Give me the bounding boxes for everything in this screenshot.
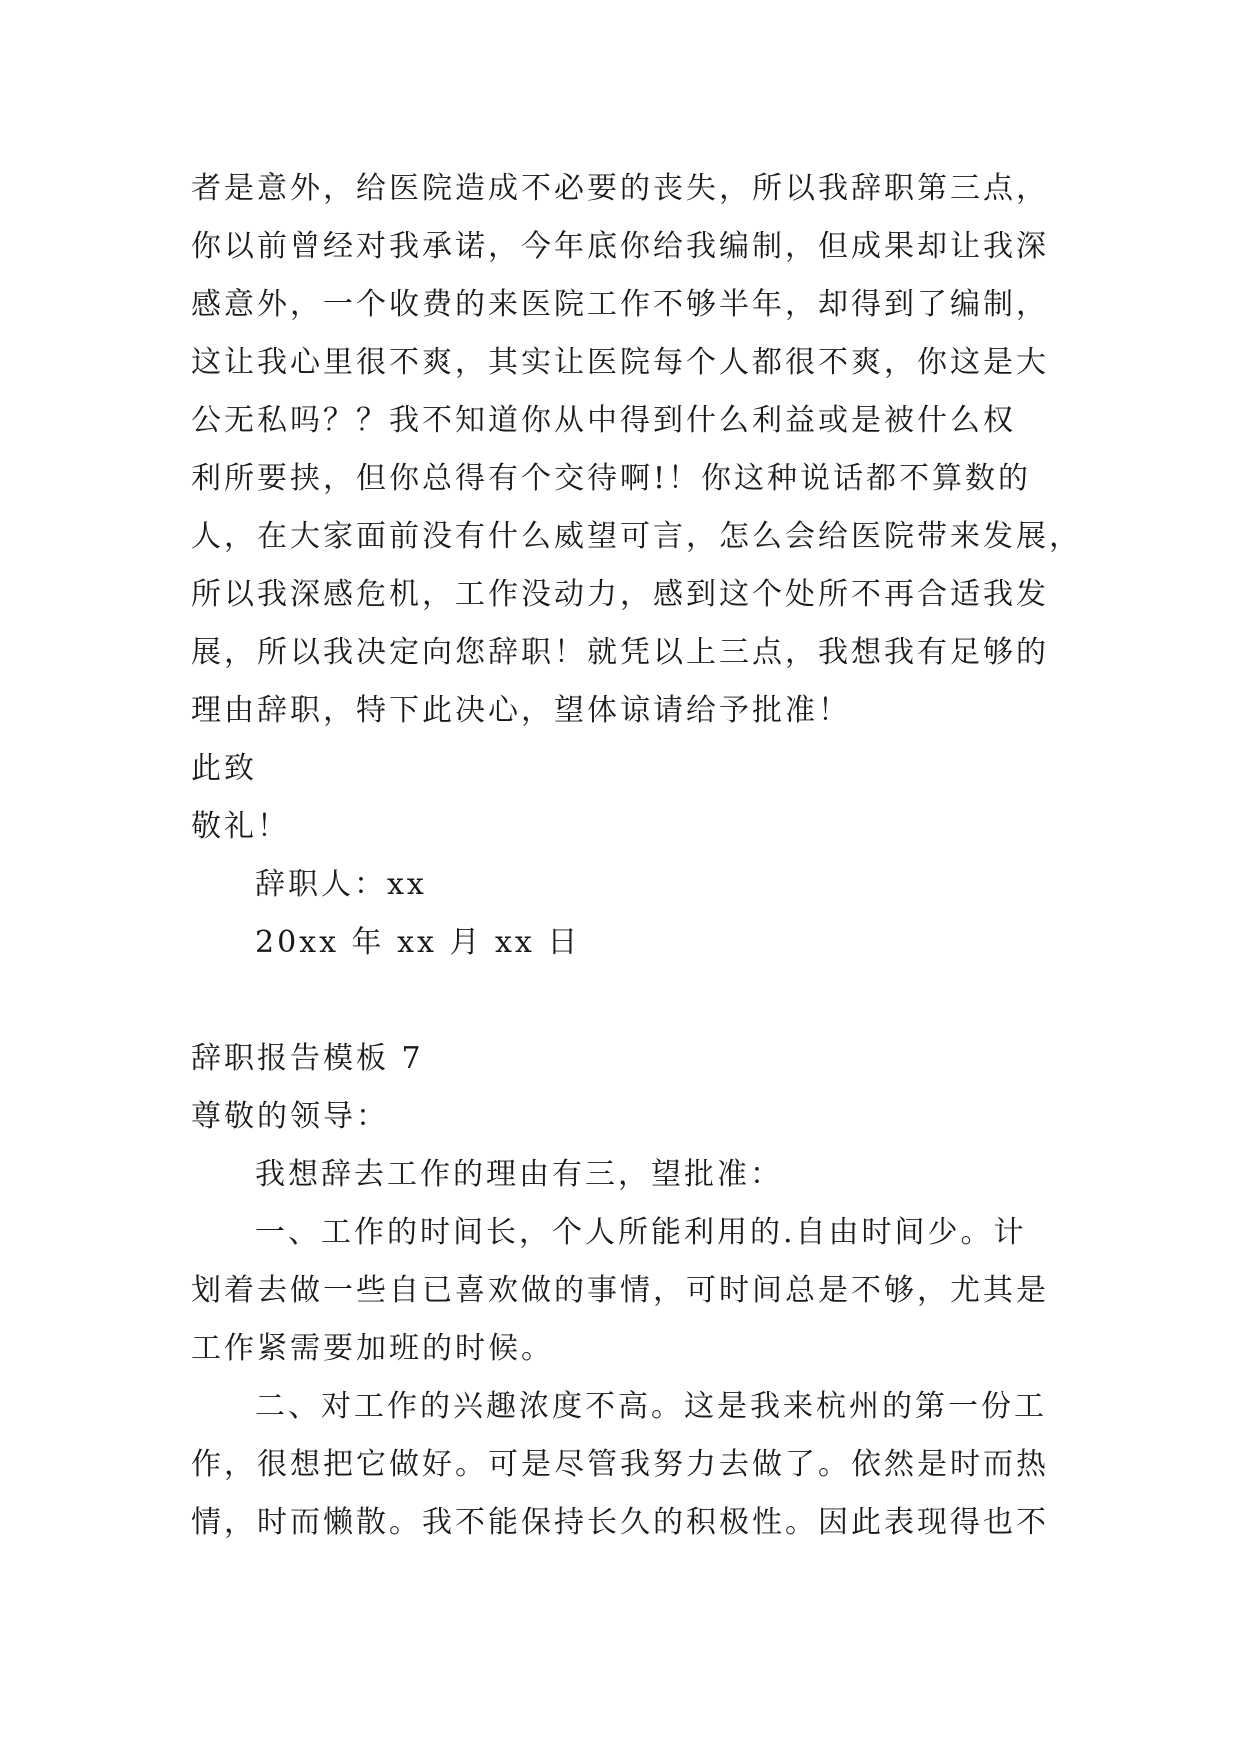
intro-line: 我想辞去工作的理由有三，望批准： [255,1157,783,1192]
paragraph-reason-2 [191,1378,1061,1552]
text-line: 你以前曾经对我承诺，今年底你给我编制，但成果却让我深 [191,229,1049,264]
text-line: 理由辞职，特下此决心，望体谅请给予批准！ [191,693,851,728]
text-line: 感意外，一个收费的来医院工作不够半年，却得到了编制， [191,287,1049,322]
text-line: 情，时而懒散。我不能保持长久的积极性。因此表现得也不 [191,1505,1049,1540]
closing-line-1: 此致 [191,751,257,786]
text-line: 划着去做一些自已喜欢做的事情，可时间总是不够，尤其是 [191,1273,1049,1308]
text-line: 公无私吗？？我不知道你从中得到什么利益或是被什么权 [191,403,1016,438]
section-title: 辞职报告模板 7 [191,1041,424,1076]
document-page [191,160,1082,1552]
text-line: 者是意外，给医院造成不必要的丧失，所以我辞职第三点， [191,171,1049,206]
text-line: 展，所以我决定向您辞职！就凭以上三点，我想我有足够的 [191,635,1049,670]
text-line: 作，很想把它做好。可是尽管我努力去做了。依然是时而热 [191,1447,1049,1482]
paragraph-reasons-continued [191,160,1082,740]
paragraph-reason-1 [191,1204,1061,1378]
text-line: 利所要挟，但你总得有个交待啊!！你这种说话都不算数的 [191,461,1032,496]
text-line: 所以我深感危机，工作没动力，感到这个处所不再合适我发 [191,577,1049,612]
text-line: 这让我心里很不爽，其实让医院每个人都很不爽，你这是大 [191,345,1049,380]
salutation: 尊敬的领导： [191,1099,389,1134]
text-line: 一、工作的时间长，个人所能利用的.自由时间少。计 [255,1215,1027,1250]
closing-line-2: 敬礼！ [191,809,290,844]
text-line: 二、对工作的兴趣浓度不高。这是我来杭州的第一份工 [255,1389,1047,1424]
text-line: 工作紧需要加班的时候。 [191,1331,554,1366]
spacer [191,972,1061,1030]
date: 20xx 年 xx 月 xx 日 [255,925,581,960]
text-line: 人，在大家面前没有什么威望可言，怎么会给医院带来发展， [191,519,1082,554]
signature: 辞职人：xx [255,867,427,902]
